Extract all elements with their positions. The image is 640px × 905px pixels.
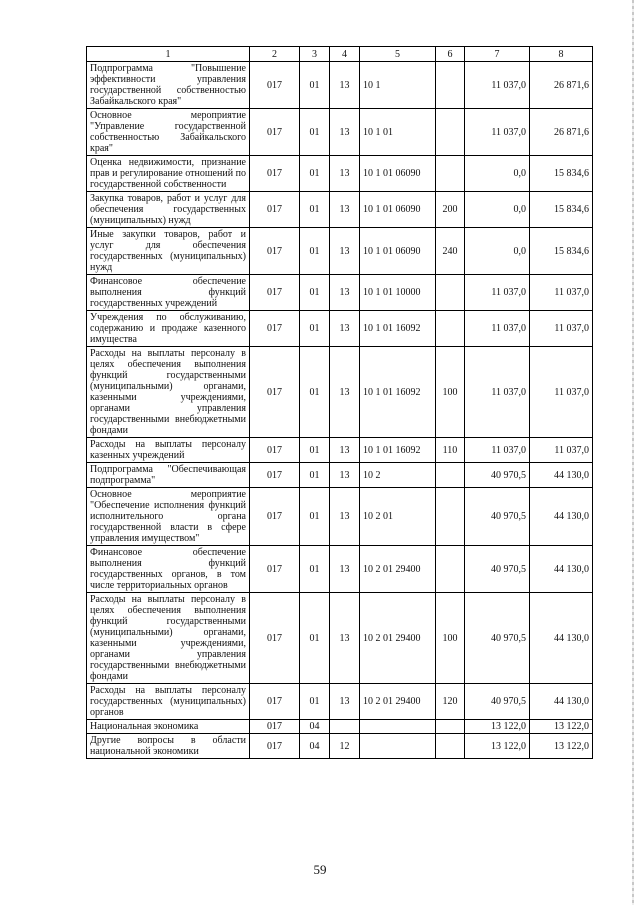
table-row xyxy=(87,192,593,228)
header-cell: 4 xyxy=(330,47,360,62)
row-name: Финансовое обеспечение выполнения функций государственных органов, в том числе территориальных органов xyxy=(87,546,250,593)
table-row xyxy=(87,347,593,438)
row-pr: 13 xyxy=(330,62,360,109)
row-sum-1: 11 037,0 xyxy=(465,438,530,463)
row-sum-2: 44 130,0 xyxy=(530,546,593,593)
row-vr: 240 xyxy=(436,228,465,275)
table-row xyxy=(87,463,593,488)
row-sum-1: 0,0 xyxy=(465,228,530,275)
row-name: Иные закупки товаров, работ и услуг для обеспечения государственных (муниципальных) нужд xyxy=(87,228,250,275)
row-ved: 017 xyxy=(250,347,300,438)
row-ved: 017 xyxy=(250,438,300,463)
row-csr: 10 1 01 06090 xyxy=(360,228,436,275)
row-name: Подпрограмма "Обеспечивающая подпрограмма" xyxy=(87,463,250,488)
page-number: 59 xyxy=(313,862,327,877)
row-sum-2: 15 834,6 xyxy=(530,156,593,192)
row-csr: 10 1 01 06090 xyxy=(360,192,436,228)
row-rz: 01 xyxy=(300,438,330,463)
row-sum-1: 11 037,0 xyxy=(465,275,530,311)
header-cell: 8 xyxy=(530,47,593,62)
header-cell: 3 xyxy=(300,47,330,62)
budget-table xyxy=(86,46,593,759)
row-csr: 10 1 01 16092 xyxy=(360,438,436,463)
row-name: Расходы на выплаты персоналу в целях обеспечения выполнения функций государственными (муниципальными) органами, казенными учреждениями, органами управления государственными внебюджетными фондами xyxy=(87,347,250,438)
table-row xyxy=(87,156,593,192)
row-ved: 017 xyxy=(250,275,300,311)
row-rz: 01 xyxy=(300,192,330,228)
row-sum-2: 44 130,0 xyxy=(530,488,593,546)
row-name: Закупка товаров, работ и услуг для обеспечения государственных (муниципальных) нужд xyxy=(87,192,250,228)
row-pr: 13 xyxy=(330,488,360,546)
row-sum-1: 11 037,0 xyxy=(465,109,530,156)
row-sum-2: 11 037,0 xyxy=(530,311,593,347)
row-csr: 10 1 01 xyxy=(360,109,436,156)
row-sum-1: 0,0 xyxy=(465,156,530,192)
row-name: Расходы на выплаты персоналу государственных (муниципальных) органов xyxy=(87,684,250,720)
row-ved: 017 xyxy=(250,109,300,156)
row-sum-1: 13 122,0 xyxy=(465,734,530,759)
row-sum-2: 26 871,6 xyxy=(530,109,593,156)
row-rz: 01 xyxy=(300,347,330,438)
row-csr: 10 2 01 29400 xyxy=(360,546,436,593)
row-sum-2: 13 122,0 xyxy=(530,720,593,734)
row-sum-2: 11 037,0 xyxy=(530,438,593,463)
row-rz: 01 xyxy=(300,684,330,720)
row-csr: 10 1 01 16092 xyxy=(360,347,436,438)
table-row xyxy=(87,228,593,275)
row-sum-2: 15 834,6 xyxy=(530,192,593,228)
row-pr: 13 xyxy=(330,311,360,347)
row-rz: 04 xyxy=(300,720,330,734)
row-csr: 10 1 01 16092 xyxy=(360,311,436,347)
table-row xyxy=(87,720,593,734)
table-row xyxy=(87,275,593,311)
row-sum-1: 40 970,5 xyxy=(465,684,530,720)
row-pr: 13 xyxy=(330,228,360,275)
header-row xyxy=(87,47,593,62)
row-name: Подпрограмма "Повышение эффективности управления государственной собственностью Забайкальского края" xyxy=(87,62,250,109)
row-vr: 100 xyxy=(436,347,465,438)
row-csr: 10 1 01 06090 xyxy=(360,156,436,192)
row-ved: 017 xyxy=(250,720,300,734)
row-sum-1: 11 037,0 xyxy=(465,311,530,347)
row-csr: 10 2 01 xyxy=(360,488,436,546)
row-vr xyxy=(436,62,465,109)
row-sum-1: 40 970,5 xyxy=(465,488,530,546)
row-ved: 017 xyxy=(250,463,300,488)
row-csr: 10 2 01 29400 xyxy=(360,593,436,684)
table-row xyxy=(87,734,593,759)
row-csr: 10 1 01 10000 xyxy=(360,275,436,311)
row-vr xyxy=(436,546,465,593)
row-vr: 120 xyxy=(436,684,465,720)
row-sum-2: 44 130,0 xyxy=(530,593,593,684)
row-rz: 04 xyxy=(300,734,330,759)
row-rz: 01 xyxy=(300,546,330,593)
table-row xyxy=(87,311,593,347)
row-pr: 12 xyxy=(330,734,360,759)
row-csr: 10 1 xyxy=(360,62,436,109)
header-cell: 7 xyxy=(465,47,530,62)
row-ved: 017 xyxy=(250,546,300,593)
row-ved: 017 xyxy=(250,228,300,275)
row-pr: 13 xyxy=(330,438,360,463)
row-name: Другие вопросы в области национальной экономики xyxy=(87,734,250,759)
row-ved: 017 xyxy=(250,156,300,192)
row-pr: 13 xyxy=(330,684,360,720)
row-pr: 13 xyxy=(330,109,360,156)
row-vr xyxy=(436,275,465,311)
row-ved: 017 xyxy=(250,62,300,109)
row-ved: 017 xyxy=(250,684,300,720)
row-vr xyxy=(436,109,465,156)
row-sum-1: 13 122,0 xyxy=(465,720,530,734)
row-name: Национальная экономика xyxy=(87,720,250,734)
row-ved: 017 xyxy=(250,192,300,228)
row-ved: 017 xyxy=(250,311,300,347)
row-pr: 13 xyxy=(330,156,360,192)
table-row xyxy=(87,488,593,546)
row-sum-2: 13 122,0 xyxy=(530,734,593,759)
row-sum-2: 15 834,6 xyxy=(530,228,593,275)
row-pr: 13 xyxy=(330,463,360,488)
row-sum-2: 11 037,0 xyxy=(530,347,593,438)
header-cell: 5 xyxy=(360,47,436,62)
row-ved: 017 xyxy=(250,593,300,684)
table-row xyxy=(87,109,593,156)
row-pr: 13 xyxy=(330,546,360,593)
table-row xyxy=(87,62,593,109)
row-pr: 13 xyxy=(330,593,360,684)
row-csr: 10 2 01 29400 xyxy=(360,684,436,720)
row-name: Основное мероприятие "Управление государственной собственностью Забайкальского края" xyxy=(87,109,250,156)
row-rz: 01 xyxy=(300,62,330,109)
row-vr xyxy=(436,720,465,734)
row-vr xyxy=(436,311,465,347)
row-vr xyxy=(436,463,465,488)
row-rz: 01 xyxy=(300,275,330,311)
row-rz: 01 xyxy=(300,228,330,275)
row-sum-1: 11 037,0 xyxy=(465,62,530,109)
row-name: Расходы на выплаты персоналу в целях обеспечения выполнения функций государственными (муниципальными) органами, казенными учреждениями, органами управления государственными внебюджетными фондами xyxy=(87,593,250,684)
row-pr: 13 xyxy=(330,347,360,438)
row-sum-2: 26 871,6 xyxy=(530,62,593,109)
header-cell: 2 xyxy=(250,47,300,62)
row-name: Расходы на выплаты персоналу казенных учреждений xyxy=(87,438,250,463)
row-csr xyxy=(360,734,436,759)
row-rz: 01 xyxy=(300,156,330,192)
table-row xyxy=(87,546,593,593)
table-row xyxy=(87,438,593,463)
row-sum-2: 44 130,0 xyxy=(530,463,593,488)
row-vr xyxy=(436,488,465,546)
row-sum-1: 40 970,5 xyxy=(465,546,530,593)
row-name: Учреждения по обслуживанию, содержанию и продаже казенного имущества xyxy=(87,311,250,347)
row-name: Оценка недвижимости, признание прав и регулирование отношений по государственной собственности xyxy=(87,156,250,192)
scan-edge-artifact xyxy=(632,0,634,905)
row-vr: 100 xyxy=(436,593,465,684)
row-vr xyxy=(436,156,465,192)
row-sum-2: 11 037,0 xyxy=(530,275,593,311)
row-pr xyxy=(330,720,360,734)
row-rz: 01 xyxy=(300,311,330,347)
row-sum-1: 40 970,5 xyxy=(465,463,530,488)
row-vr xyxy=(436,734,465,759)
row-vr: 110 xyxy=(436,438,465,463)
row-rz: 01 xyxy=(300,109,330,156)
row-name: Основное мероприятие "Обеспечение исполнения функций исполнительного органа государственной власти в сфере управления имуществом" xyxy=(87,488,250,546)
row-sum-1: 40 970,5 xyxy=(465,593,530,684)
table-row xyxy=(87,593,593,684)
row-csr xyxy=(360,720,436,734)
header-cell: 6 xyxy=(436,47,465,62)
row-ved: 017 xyxy=(250,488,300,546)
row-vr: 200 xyxy=(436,192,465,228)
table-row xyxy=(87,684,593,720)
row-sum-2: 44 130,0 xyxy=(530,684,593,720)
header-cell: 1 xyxy=(87,47,250,62)
row-csr: 10 2 xyxy=(360,463,436,488)
row-rz: 01 xyxy=(300,593,330,684)
row-sum-1: 11 037,0 xyxy=(465,347,530,438)
row-pr: 13 xyxy=(330,192,360,228)
row-rz: 01 xyxy=(300,488,330,546)
row-name: Финансовое обеспечение выполнения функций государственных учреждений xyxy=(87,275,250,311)
row-pr: 13 xyxy=(330,275,360,311)
row-sum-1: 0,0 xyxy=(465,192,530,228)
row-rz: 01 xyxy=(300,463,330,488)
row-ved: 017 xyxy=(250,734,300,759)
